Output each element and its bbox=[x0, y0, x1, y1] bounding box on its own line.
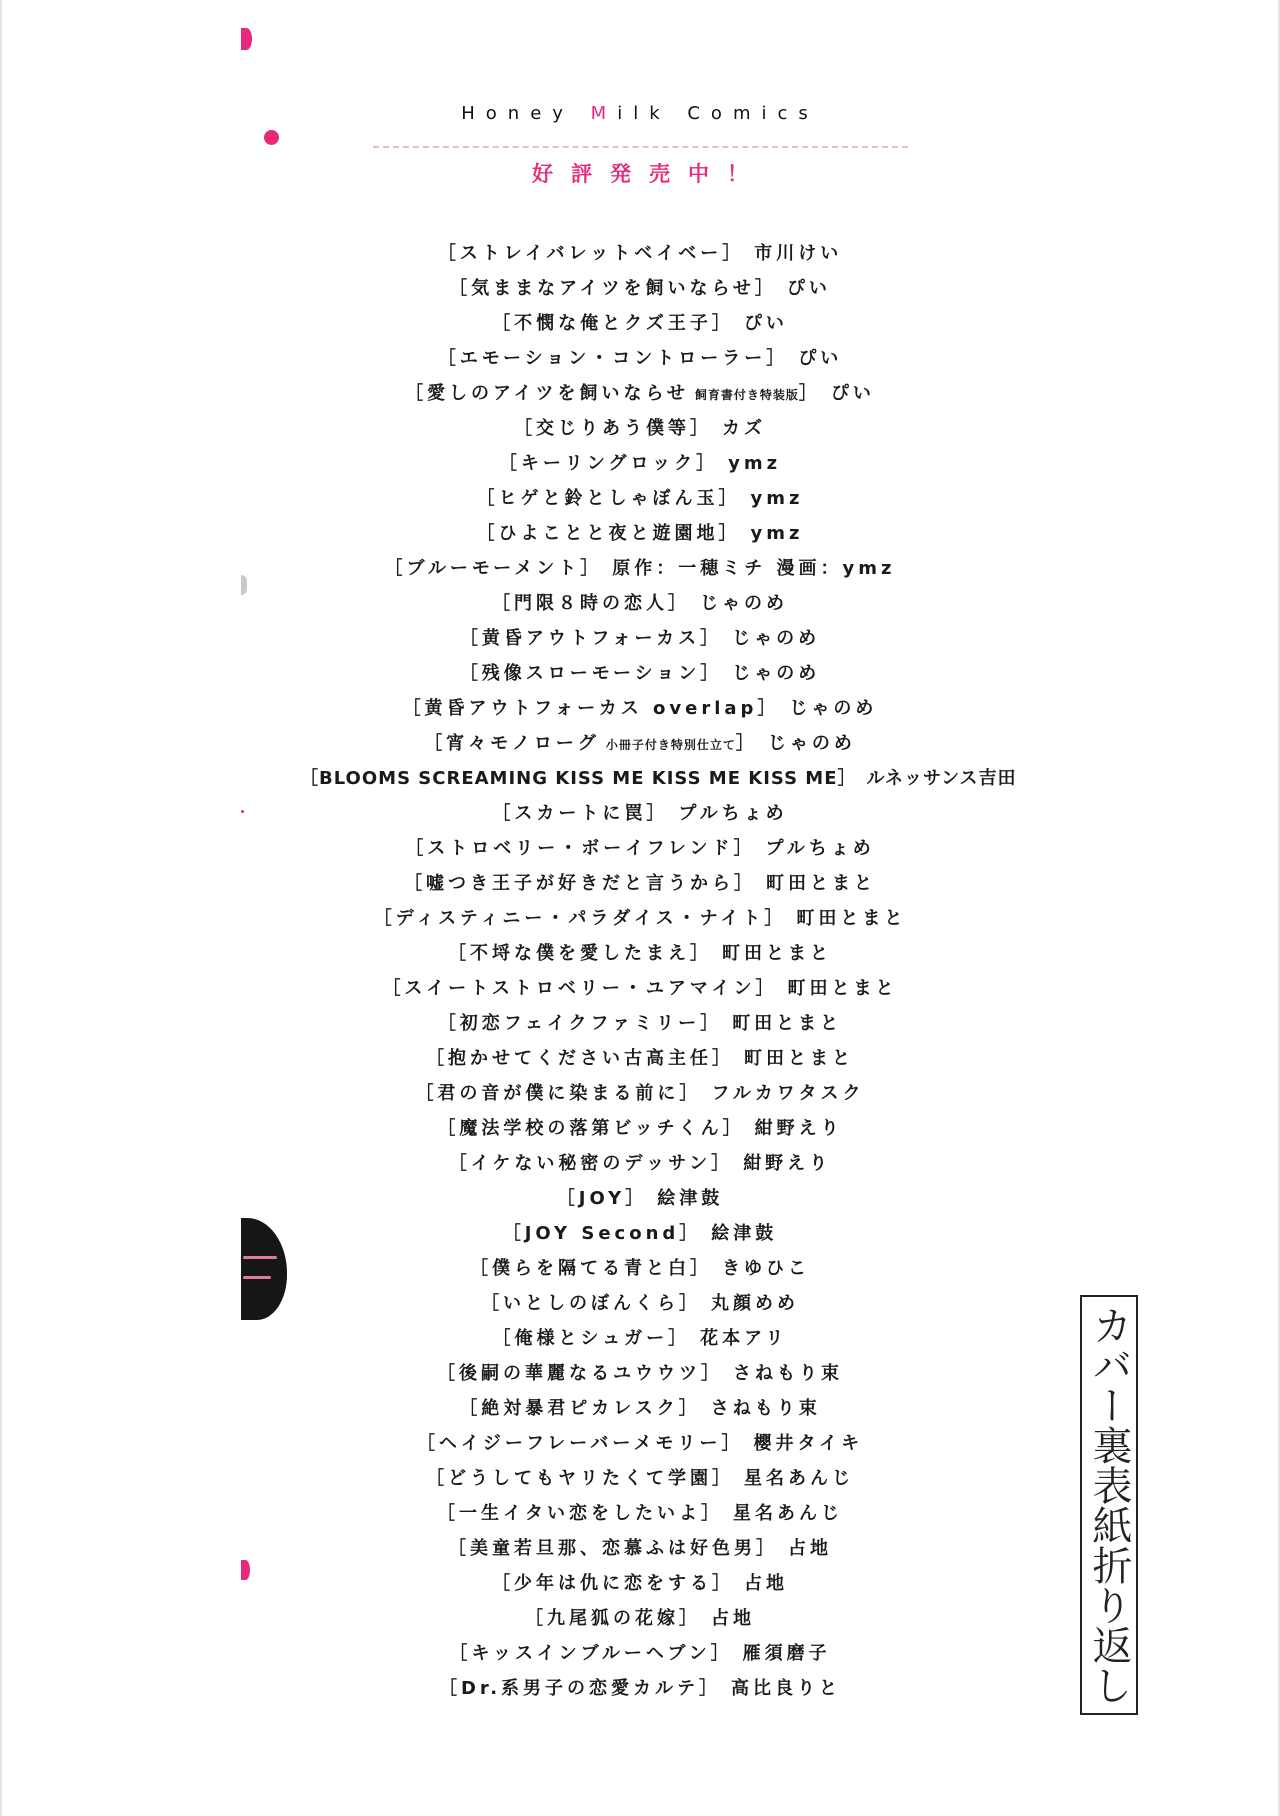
book-title: ［エモーション・コントローラー］ bbox=[437, 348, 789, 369]
book-author: ぴい bbox=[743, 313, 788, 334]
book-title: ［いとしのぼんくら］ bbox=[481, 1293, 701, 1314]
book-title: ［美童若旦那、恋慕ふは好色男］ bbox=[448, 1538, 778, 1559]
book-list-item bbox=[300, 341, 980, 376]
book-list-item bbox=[300, 236, 980, 271]
book-title: ［どうしてもヤリたくて学園］ bbox=[426, 1468, 734, 1489]
book-author: じゃのめ bbox=[789, 698, 878, 719]
book-list-item bbox=[300, 516, 980, 551]
book-title: ［黄昏アウトフォーカス overlap］ bbox=[402, 698, 780, 719]
book-author: カズ bbox=[722, 418, 766, 439]
book-title: ［門限８時の恋人］ bbox=[492, 593, 690, 614]
book-title: ［俺様とシュガー］ bbox=[492, 1328, 691, 1349]
book-title: ［JOY Second］ bbox=[502, 1223, 702, 1244]
book-author: 星名あんじ bbox=[744, 1468, 854, 1489]
book-title: ［初恋フェイクファミリー］ bbox=[437, 1013, 723, 1034]
book-author: じゃのめ bbox=[700, 593, 788, 614]
book-title: ［絶対暴君ピカレスク］ bbox=[459, 1398, 701, 1419]
book-title: ［嘘つき王子が好きだと言うから］ bbox=[404, 873, 756, 894]
pink-half-dot-top bbox=[241, 28, 252, 50]
book-list-item bbox=[300, 1251, 980, 1286]
book-title: ［後嗣の華麗なるユウウツ］ bbox=[437, 1363, 723, 1384]
book-title: ［君の音が僕に染まる前に］ bbox=[415, 1083, 702, 1104]
pink-speck bbox=[241, 810, 244, 813]
book-author: 町田とまと bbox=[744, 1048, 854, 1069]
book-author: プルちょめ bbox=[678, 803, 788, 824]
header bbox=[370, 100, 910, 188]
book-list-item bbox=[300, 1286, 980, 1321]
book-author: ルネッサンス吉田 bbox=[866, 768, 1017, 789]
book-list-item bbox=[300, 446, 980, 481]
book-list-item bbox=[300, 1181, 980, 1216]
book-author: 花本アリ bbox=[700, 1328, 788, 1349]
book-title: ［イケない秘密のデッサン］ bbox=[448, 1153, 734, 1174]
book-title: ［九尾狐の花嫁］ bbox=[525, 1608, 701, 1629]
book-list-item bbox=[300, 1566, 980, 1601]
book-list-item bbox=[300, 586, 980, 621]
book-author: ぴい bbox=[798, 348, 843, 369]
book-author: じゃのめ bbox=[732, 663, 821, 684]
book-author: 町田とまと bbox=[787, 978, 898, 999]
book-list-item bbox=[300, 1531, 980, 1566]
book-title: ［ストレイバレットベイベー］ bbox=[437, 243, 745, 264]
pink-dot bbox=[264, 130, 279, 145]
brand-letter-m: M bbox=[590, 103, 618, 124]
book-author: 町田とまと bbox=[796, 908, 907, 929]
book-list-item bbox=[300, 271, 980, 306]
book-title: ［BLOOMS SCREAMING KISS ME KISS ME KISS ME］ bbox=[300, 768, 857, 789]
book-list-item bbox=[300, 726, 980, 761]
book-author: 紺野えり bbox=[754, 1118, 843, 1139]
book-list-item bbox=[300, 1076, 980, 1111]
book-list-item bbox=[300, 306, 980, 341]
book-edition-note: 飼育書付き特装版 bbox=[694, 388, 799, 402]
book-list-item bbox=[300, 761, 1017, 796]
book-title: ［ヘイジーフレーバーメモリー］ bbox=[416, 1433, 744, 1454]
subtitle: 好評発売中！ bbox=[532, 162, 766, 186]
book-list-item bbox=[300, 1321, 980, 1356]
book-list-item bbox=[300, 1216, 980, 1251]
book-title: ［ブルーモーメント］ bbox=[384, 558, 603, 579]
brand-word-comics: Comics bbox=[687, 103, 819, 124]
book-list-item bbox=[300, 866, 980, 901]
book-author: きゆひこ bbox=[722, 1258, 810, 1279]
book-list-item bbox=[300, 1146, 980, 1181]
book-author: プルちょめ bbox=[765, 838, 875, 859]
book-title: ［残像スローモーション］ bbox=[459, 663, 723, 684]
book-author: 星名あんじ bbox=[733, 1503, 843, 1524]
book-author: 絵津鼓 bbox=[711, 1223, 778, 1244]
book-edition-note: 小冊子付き特別仕立て bbox=[605, 738, 736, 752]
book-author: さねもり束 bbox=[710, 1398, 821, 1419]
book-list-item bbox=[300, 376, 980, 411]
book-author: 占地 bbox=[744, 1573, 788, 1594]
book-title: ［黄昏アウトフォーカス］ bbox=[459, 628, 723, 649]
book-list-item bbox=[300, 1041, 980, 1076]
cover-art-highlight bbox=[243, 1276, 271, 1279]
book-list-item bbox=[300, 971, 980, 1006]
book-list-item bbox=[300, 481, 980, 516]
book-title-bracket: ］ bbox=[735, 733, 758, 754]
book-title: ［不埒な僕を愛したまえ］ bbox=[448, 943, 712, 964]
book-author: 高比良りと bbox=[731, 1678, 842, 1699]
book-title: ［気ままなアイツを飼いならせ］ bbox=[449, 278, 777, 299]
book-author: 市川けい bbox=[754, 243, 843, 264]
book-author: 町田とまと bbox=[722, 943, 832, 964]
book-title: ［ヒゲと鈴としゃぼん玉］ bbox=[476, 488, 741, 509]
cover-art-highlight bbox=[243, 1256, 277, 1259]
book-author: じゃのめ bbox=[767, 733, 856, 754]
book-list-item bbox=[300, 1391, 980, 1426]
book-author: ぴい bbox=[786, 278, 831, 299]
book-title: ［JOY］ bbox=[556, 1188, 648, 1209]
book-list-item bbox=[300, 691, 980, 726]
book-author: 雁須磨子 bbox=[742, 1643, 831, 1664]
book-list-item bbox=[300, 411, 980, 446]
book-title: ［少年は仇に恋をする］ bbox=[492, 1573, 734, 1594]
book-author: 絵津鼓 bbox=[657, 1188, 724, 1209]
book-author: さねもり束 bbox=[733, 1363, 843, 1384]
side-label-box bbox=[1080, 1295, 1138, 1715]
book-list-item bbox=[300, 1426, 980, 1461]
book-author: 町田とまと bbox=[766, 873, 876, 894]
book-author: 町田とまと bbox=[732, 1013, 843, 1034]
book-author: ぴい bbox=[830, 383, 875, 404]
book-author: 占地 bbox=[711, 1608, 755, 1629]
brand-word-honey: Honey bbox=[461, 103, 574, 124]
book-list-item bbox=[300, 936, 980, 971]
book-author: 紺野えり bbox=[743, 1153, 832, 1174]
book-list-item bbox=[300, 551, 980, 586]
gray-edge-mark bbox=[241, 575, 247, 595]
book-author: じゃのめ bbox=[732, 628, 821, 649]
book-list-item bbox=[300, 796, 980, 831]
book-author: ymz bbox=[750, 523, 804, 544]
brand-word-ilk: ilk bbox=[617, 103, 671, 124]
book-title: ［ひよことと夜と遊園地］ bbox=[476, 523, 741, 544]
book-title: ［交じりあう僕等］ bbox=[514, 418, 712, 439]
book-list bbox=[300, 236, 1017, 1706]
book-list-item bbox=[300, 1496, 980, 1531]
book-list-item bbox=[300, 1006, 980, 1041]
book-title: ［愛しのアイツを飼いならせ bbox=[405, 383, 689, 404]
brand-logo bbox=[370, 100, 910, 128]
book-author: ymz bbox=[728, 453, 782, 474]
book-title: ［僕らを隔てる青と白］ bbox=[470, 1258, 712, 1279]
cover-art-fragment bbox=[241, 1218, 287, 1320]
book-title: ［ディスティニー・パラダイス・ナイト］ bbox=[373, 908, 787, 929]
book-title: ［宵々モノローグ bbox=[424, 733, 600, 754]
book-list-item bbox=[300, 1111, 980, 1146]
book-author: フルカワタスク bbox=[711, 1083, 865, 1104]
book-title: ［抱かせてください古高主任］ bbox=[426, 1048, 734, 1069]
book-author: ymz bbox=[750, 488, 804, 509]
book-list-item bbox=[300, 831, 980, 866]
book-title: ［不憫な俺とクズ王子］ bbox=[492, 313, 734, 334]
book-author: 丸顔めめ bbox=[711, 1293, 799, 1314]
book-list-item bbox=[300, 901, 980, 936]
book-title: ［一生イタい恋をしたいよ］ bbox=[437, 1503, 723, 1524]
book-list-item bbox=[300, 656, 980, 691]
book-list-item bbox=[300, 621, 980, 656]
pink-half-dot-bottom bbox=[241, 1560, 250, 1580]
book-author: 原作：一穂ミチ 漫画：ymz bbox=[612, 558, 896, 579]
book-title: ［魔法学校の落第ビッチくん］ bbox=[437, 1118, 745, 1139]
book-title: ［Dr.系男子の恋愛カルテ］ bbox=[438, 1678, 722, 1699]
book-list-item bbox=[300, 1601, 980, 1636]
book-list-item bbox=[300, 1356, 980, 1391]
book-author: 占地 bbox=[788, 1538, 832, 1559]
side-label: カバー裏表紙折り返し bbox=[1086, 1305, 1132, 1705]
book-author: 櫻井タイキ bbox=[753, 1433, 864, 1454]
book-title-bracket: ］ bbox=[798, 383, 821, 404]
book-title: ［キーリングロック］ bbox=[498, 453, 719, 474]
book-title: ［スイートストロベリー・ユアマイン］ bbox=[382, 978, 778, 999]
dashed-divider bbox=[373, 146, 908, 148]
book-title: ［キッスインブルーヘブン］ bbox=[449, 1643, 733, 1664]
book-title: ［スカートに罠］ bbox=[492, 803, 669, 824]
page-edge-left bbox=[0, 0, 2, 1816]
book-title: ［ストロベリー・ボーイフレンド］ bbox=[405, 838, 756, 859]
book-list-item bbox=[300, 1461, 980, 1496]
book-list-item bbox=[300, 1671, 980, 1706]
book-list-item bbox=[300, 1636, 980, 1671]
